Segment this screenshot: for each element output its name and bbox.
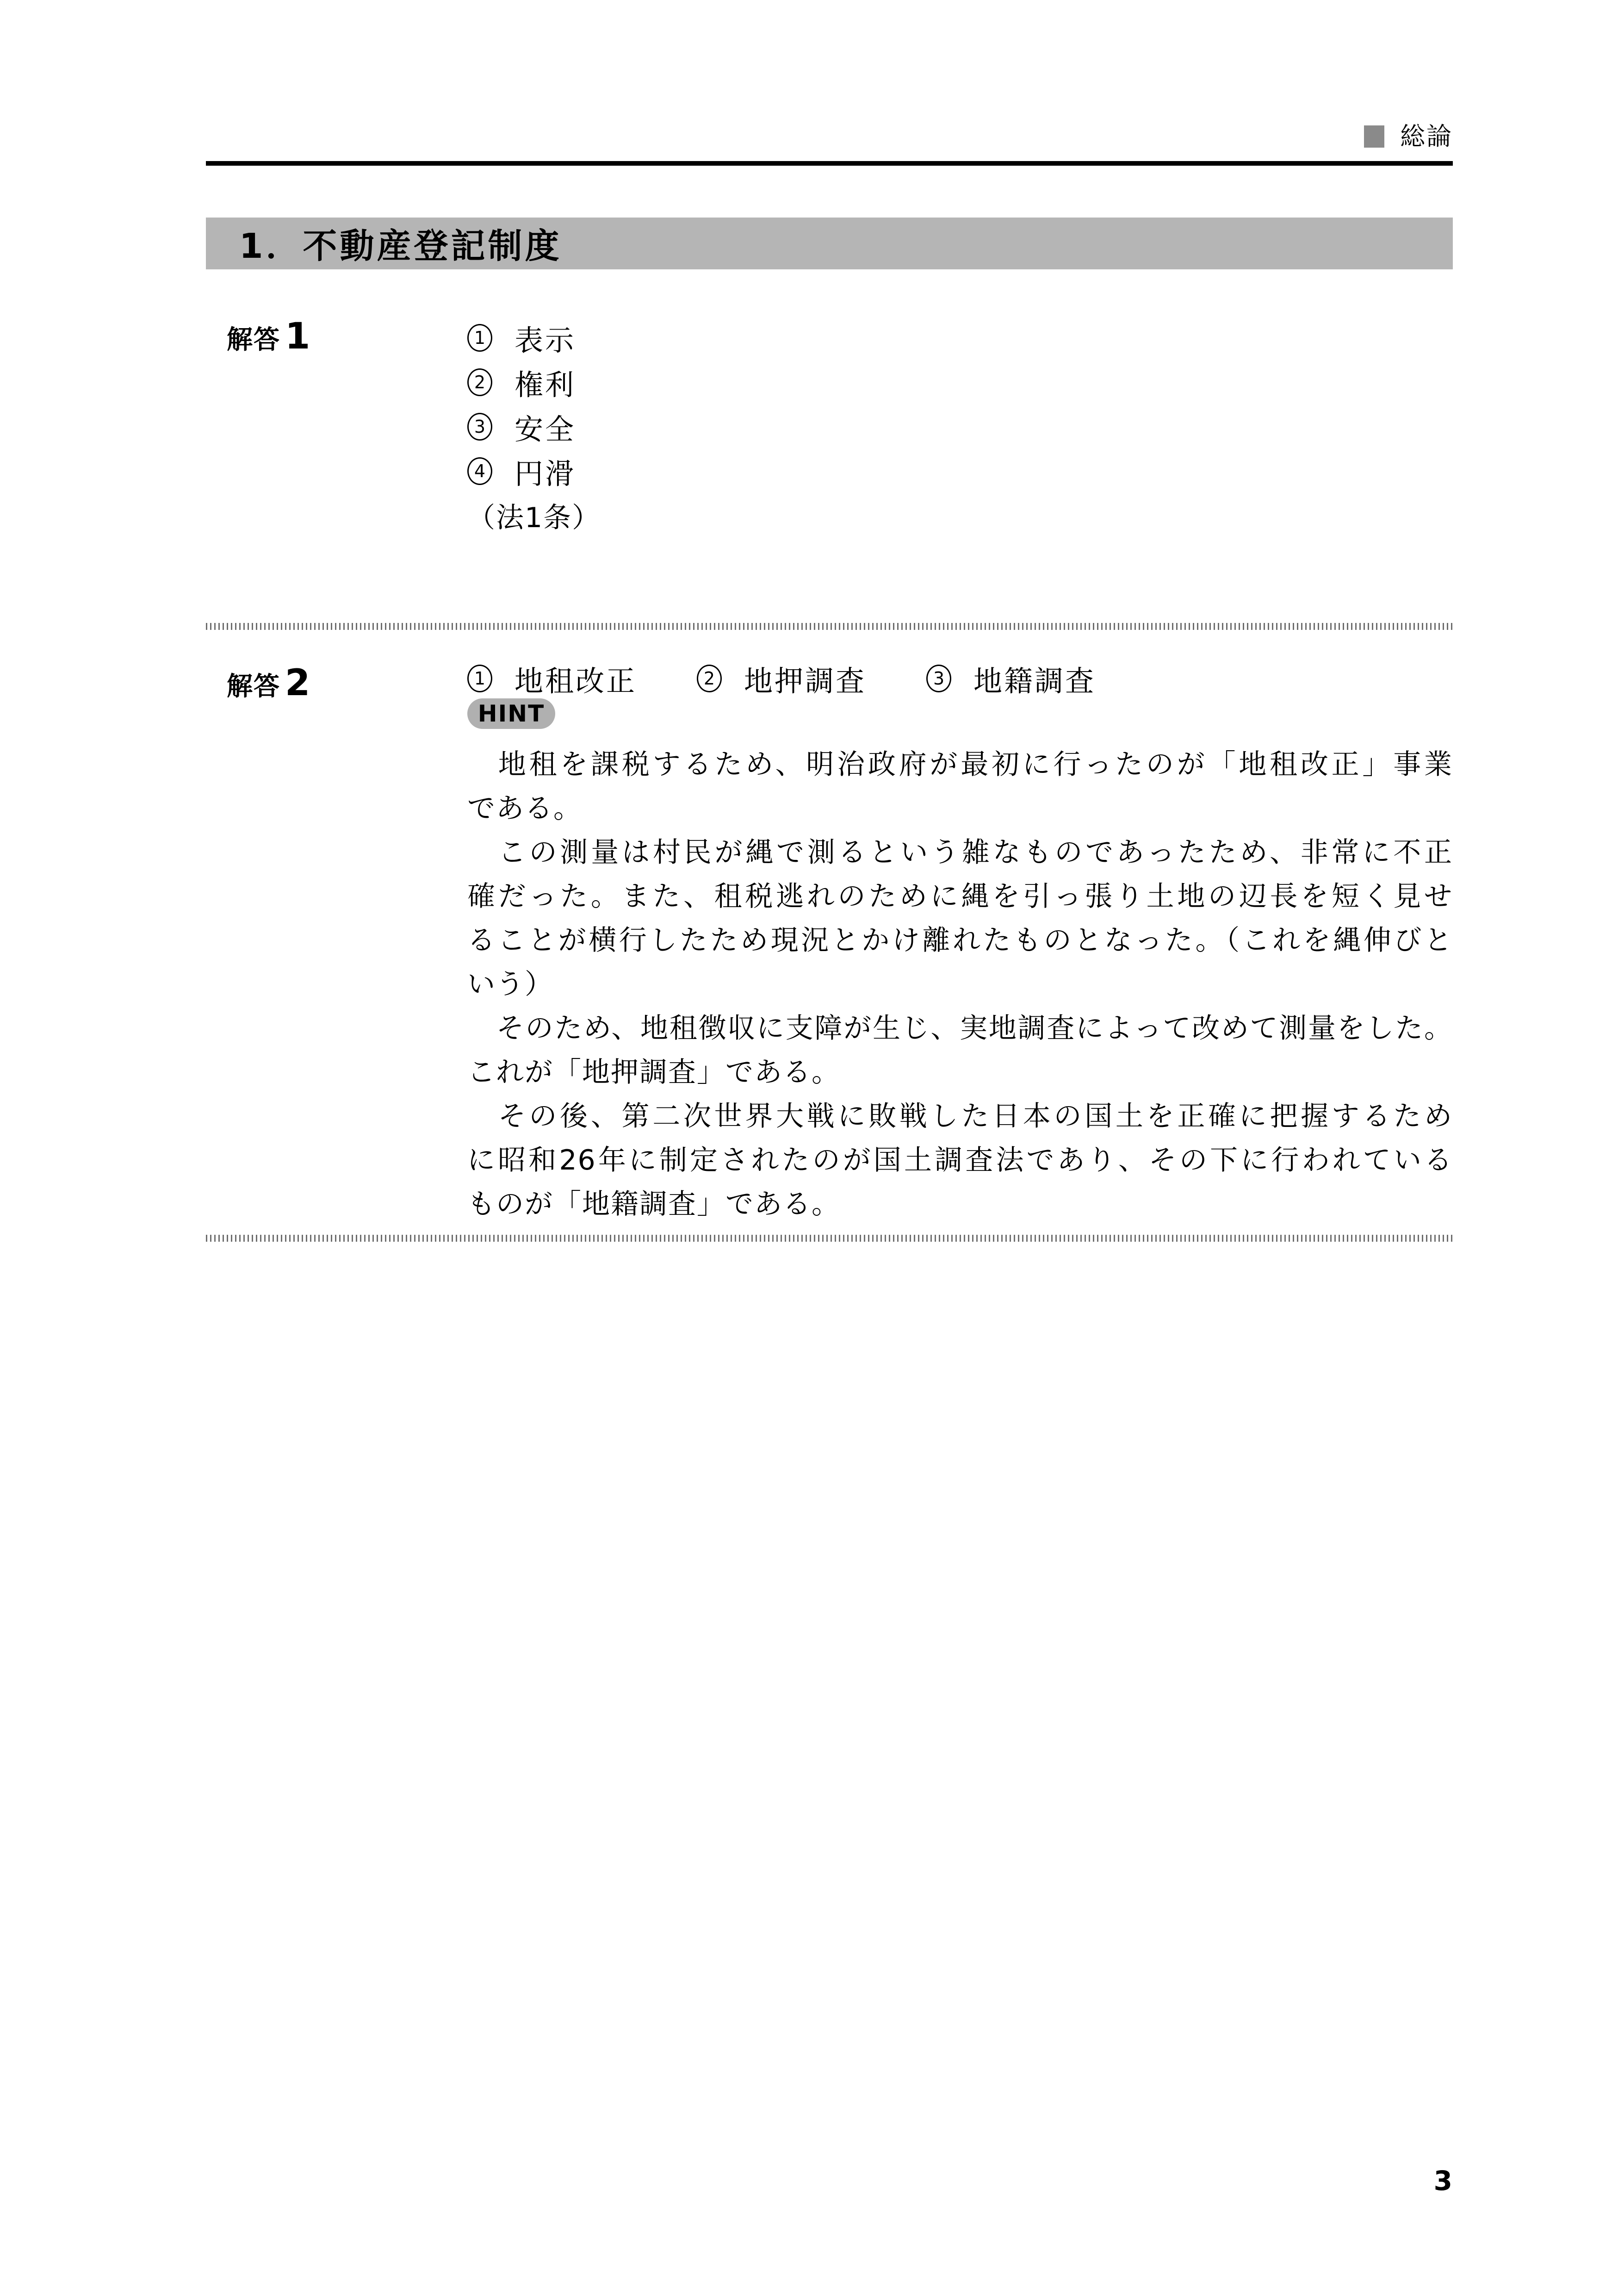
answer-label-number: 2 [285,662,310,704]
answer1-item-text: 表示 [515,323,576,357]
hint-badge [467,698,555,729]
hint-text-line: である。 [467,792,582,825]
answer2-choice-text: 地籍調査 [973,664,1096,698]
answer2-choice [926,658,1096,699]
answer2-choice [697,658,866,699]
circled-number-icon [467,324,492,352]
hint-text-line: ることが横行したため現況とかけ離れたものとなった。（これを縄伸びと [467,924,1453,957]
answer1-item-text: 円滑 [515,456,576,491]
chapter-title: 1．不動産登記制度 [239,226,562,266]
circled-number-icon [926,665,951,692]
answer-label-prefix: 解答 [227,672,280,702]
answer2-label [206,662,467,704]
section-header-label: 総論 [1400,122,1453,151]
circled-number-icon [467,368,492,396]
answer-label-prefix: 解答 [227,325,280,355]
circled-number-digit: 3 [474,417,486,437]
circled-number-icon [467,457,492,485]
hint-text-line: いう） [467,968,553,1001]
circled-number-digit: 2 [703,668,715,689]
hint-text-line: そのため、地租徴収に支障が生じ、実地調査によって改めて測量をした。 [467,1012,1453,1045]
answer1-item [467,316,1453,360]
hint-text-line: 確だった。また、租税逃れのために縄を引っ張り土地の辺長を短く見せ [467,880,1453,913]
answer1-body [467,316,1453,538]
answer1-item [467,360,1453,404]
page-content [206,0,1453,1242]
answer1-section [206,316,1453,538]
hint-text-line: その後、第二次世界大戦に敗戦した日本の国土を正確に把握するため [467,1100,1453,1132]
header-rule [206,161,1453,166]
answer2-choice-text: 地租改正 [515,664,637,698]
circled-number-icon [697,665,722,692]
dotted-separator [206,623,1453,630]
hint-text-line: 地租を課税するため、明治政府が最初に行ったのが「地租改正」事業 [467,748,1453,781]
circled-number-digit: 4 [474,461,486,481]
hint-text-line: この測量は村民が縄で測るという雑なものであったため、非常に不正 [467,836,1453,869]
answer2-choice [467,658,637,699]
circled-number-digit: 1 [474,328,486,348]
hint-text-line: これが「地押調査」である。 [467,1056,840,1089]
answer2-section [206,662,1453,1226]
chapter-title-bar [206,218,1453,269]
circled-number-digit: 3 [933,668,945,689]
dotted-separator [206,1235,1453,1242]
section-marker-square-icon [1364,125,1384,148]
answer1-label [206,316,467,357]
hint-text-line: ものが「地籍調査」である。 [467,1188,840,1220]
page-number: 3 [1433,2165,1452,2196]
answer1-item [467,449,1453,493]
circled-number-icon [467,413,492,441]
circled-number-digit: 1 [474,668,486,689]
hint-badge-label: HINT [477,700,545,727]
answer2-choice-text: 地押調査 [744,664,867,698]
circled-number-icon [467,665,492,692]
answer-label-number: 1 [285,316,310,357]
hint-text-line: に昭和26年に制定されたのが国土調査法であり、その下に行われている [467,1144,1453,1176]
answer1-item-text: 権利 [515,367,576,402]
answer2-body [467,662,1453,1226]
hint-text-block [467,743,1453,1226]
answer1-item [467,404,1453,449]
answer2-choices-row [467,662,1453,698]
answer1-item-text: 安全 [515,412,576,446]
page-header [206,123,1453,150]
answer1-legal-ref: （法1条） [467,502,601,534]
circled-number-digit: 2 [474,372,486,392]
